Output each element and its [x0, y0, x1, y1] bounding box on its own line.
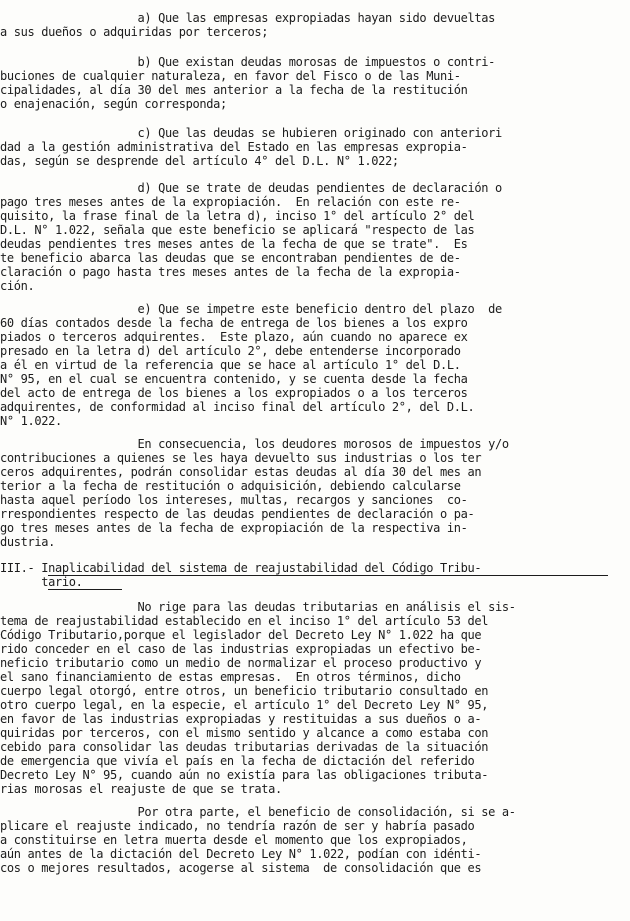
- text-line: te beneficio abarca las deudas que se encontraban pendientes de de-: [0, 251, 461, 265]
- text-line: rias morosas el reajuste de que se trata.: [0, 782, 282, 796]
- text-line: otro cuerpo legal, en la especie, el artículo 1° del Decreto Ley N° 95,: [0, 698, 489, 712]
- text-line: dustria.: [0, 535, 55, 549]
- text-line: ción.: [0, 279, 35, 293]
- text-line: N° 95, en el cual se encuentra contenido, y se cuenta desde la fecha: [0, 372, 468, 386]
- text-line: a él en virtud de la referencia que se hace al artículo 1° del D.L.: [0, 358, 461, 372]
- text-line: buciones de cualquier naturaleza, en favor del Fisco o de las Muni-: [0, 69, 461, 83]
- text-line: das, según se desprende del artículo 4° del D.L. N° 1.022;: [0, 154, 399, 168]
- text-line: ceros adquirentes, podrán consolidar estas deudas al día 30 del mes an: [0, 465, 482, 479]
- text-line: d) Que se trate de deudas pendientes de declaración o: [0, 181, 502, 195]
- text-line: N° 1.022.: [0, 414, 62, 428]
- text-line: neficio tributario como un medio de normalizar el proceso productivo y: [0, 656, 482, 670]
- text-line: aún antes de la dictación del Decreto Ley N° 1.022, podían con idénti-: [0, 847, 482, 861]
- text-line: e) Que se impetre este beneficio dentro del plazo de: [0, 302, 502, 316]
- text-line: quisito, la frase final de la letra d), inciso 1° del artículo 2° del: [0, 209, 475, 223]
- text-line: presado en la letra d) del artículo 2°, debe entenderse incorporado: [0, 344, 461, 358]
- text-line: deudas pendientes tres meses antes de la fecha de que se trate". Es: [0, 237, 468, 251]
- text-line: En consecuencia, los deudores morosos de impuestos y/o: [0, 437, 509, 451]
- text-line: contribuciones a quienes se les haya devuelto sus industrias o los ter: [0, 451, 482, 465]
- text-line: Decreto Ley N° 95, cuando aún no existía para las obligaciones tributa-: [0, 768, 489, 782]
- section-heading: III.- Inaplicabilidad del sistema de reajustabilidad del Código Tribu-: [0, 561, 482, 575]
- text-line: hasta aquel período los intereses, multas, recargos y sanciones co-: [0, 493, 468, 507]
- section-heading-cont: tario.: [0, 575, 83, 589]
- text-line: pago tres meses antes de la expropiación. En relación con este re-: [0, 195, 461, 209]
- text-line: dad a la gestión administrativa del Estado en las empresas expropia-: [0, 140, 468, 154]
- text-line: cipalidades, al día 30 del mes anterior a la fecha de la restitución: [0, 83, 468, 97]
- text-line: rido conceder en el caso de las industrias expropiadas un efectivo be-: [0, 642, 482, 656]
- text-line: cos o mejores resultados, acogerse al sistema de consolidación que es: [0, 861, 482, 875]
- text-line: tema de reajustabilidad establecido en el inciso 1° del artículo 53 del: [0, 614, 489, 628]
- text-line: piados o terceros adquirentes. Este plazo, aún cuando no aparece ex: [0, 330, 468, 344]
- text-line: de emergencia que vivía el país en la fecha de dictación del referido: [0, 754, 475, 768]
- text-line: rrespondientes respecto de las deudas pendientes de declaración o pa-: [0, 507, 475, 521]
- text-line: 60 días contados desde la fecha de entrega de los bienes a los expro: [0, 316, 468, 330]
- text-line: b) Que existan deudas morosas de impuestos o contri-: [0, 55, 495, 69]
- text-line: Por otra parte, el beneficio de consolidación, si se a-: [0, 805, 516, 819]
- text-line: plicare el reajuste indicado, no tendría razón de ser y habría pasado: [0, 819, 475, 833]
- heading-underline: [48, 575, 608, 576]
- text-line: go tres meses antes de la fecha de expropiación de la respectiva in-: [0, 521, 468, 535]
- text-line: c) Que las deudas se hubieren originado con anteriori: [0, 126, 502, 140]
- text-line: a) Que las empresas expropiadas hayan sido devueltas: [0, 11, 495, 25]
- text-line: a constituirse en letra muerta desde el momento que los expropiados,: [0, 833, 468, 847]
- text-line: o enajenación, según corresponda;: [0, 97, 227, 111]
- text-line: terior a la fecha de restitución o adquisición, debiendo calcularse: [0, 479, 461, 493]
- text-line: Código Tributario,porque el legislador del Decreto Ley N° 1.022 ha que: [0, 628, 482, 642]
- text-line: D.L. N° 1.022, señala que este beneficio se aplicará "respecto de las: [0, 223, 475, 237]
- text-line: el sano financiamiento de estas empresas. En otros términos, dicho: [0, 670, 461, 684]
- heading-underline: [48, 589, 122, 590]
- text-line: claración o pago hasta tres meses antes de la fecha de la expropia-: [0, 265, 461, 279]
- text-line: en favor de las industrias expropiadas y restituidas a sus dueños o a-: [0, 712, 482, 726]
- text-line: a sus dueños o adquiridas por terceros;: [0, 25, 269, 39]
- text-line: cuerpo legal otorgó, entre otros, un beneficio tributario consultado en: [0, 684, 489, 698]
- text-line: del acto de entrega de los bienes a los expropiados o a los terceros: [0, 386, 468, 400]
- text-line: adquirentes, de conformidad al inciso final del artículo 2°, del D.L.: [0, 400, 475, 414]
- text-line: No rige para las deudas tributarias en análisis el sis-: [0, 600, 516, 614]
- text-line: cebido para consolidar las deudas tributarias derivadas de la situación: [0, 740, 489, 754]
- text-line: quiridas por terceros, con el mismo sentido y alcance a como estaba con: [0, 726, 489, 740]
